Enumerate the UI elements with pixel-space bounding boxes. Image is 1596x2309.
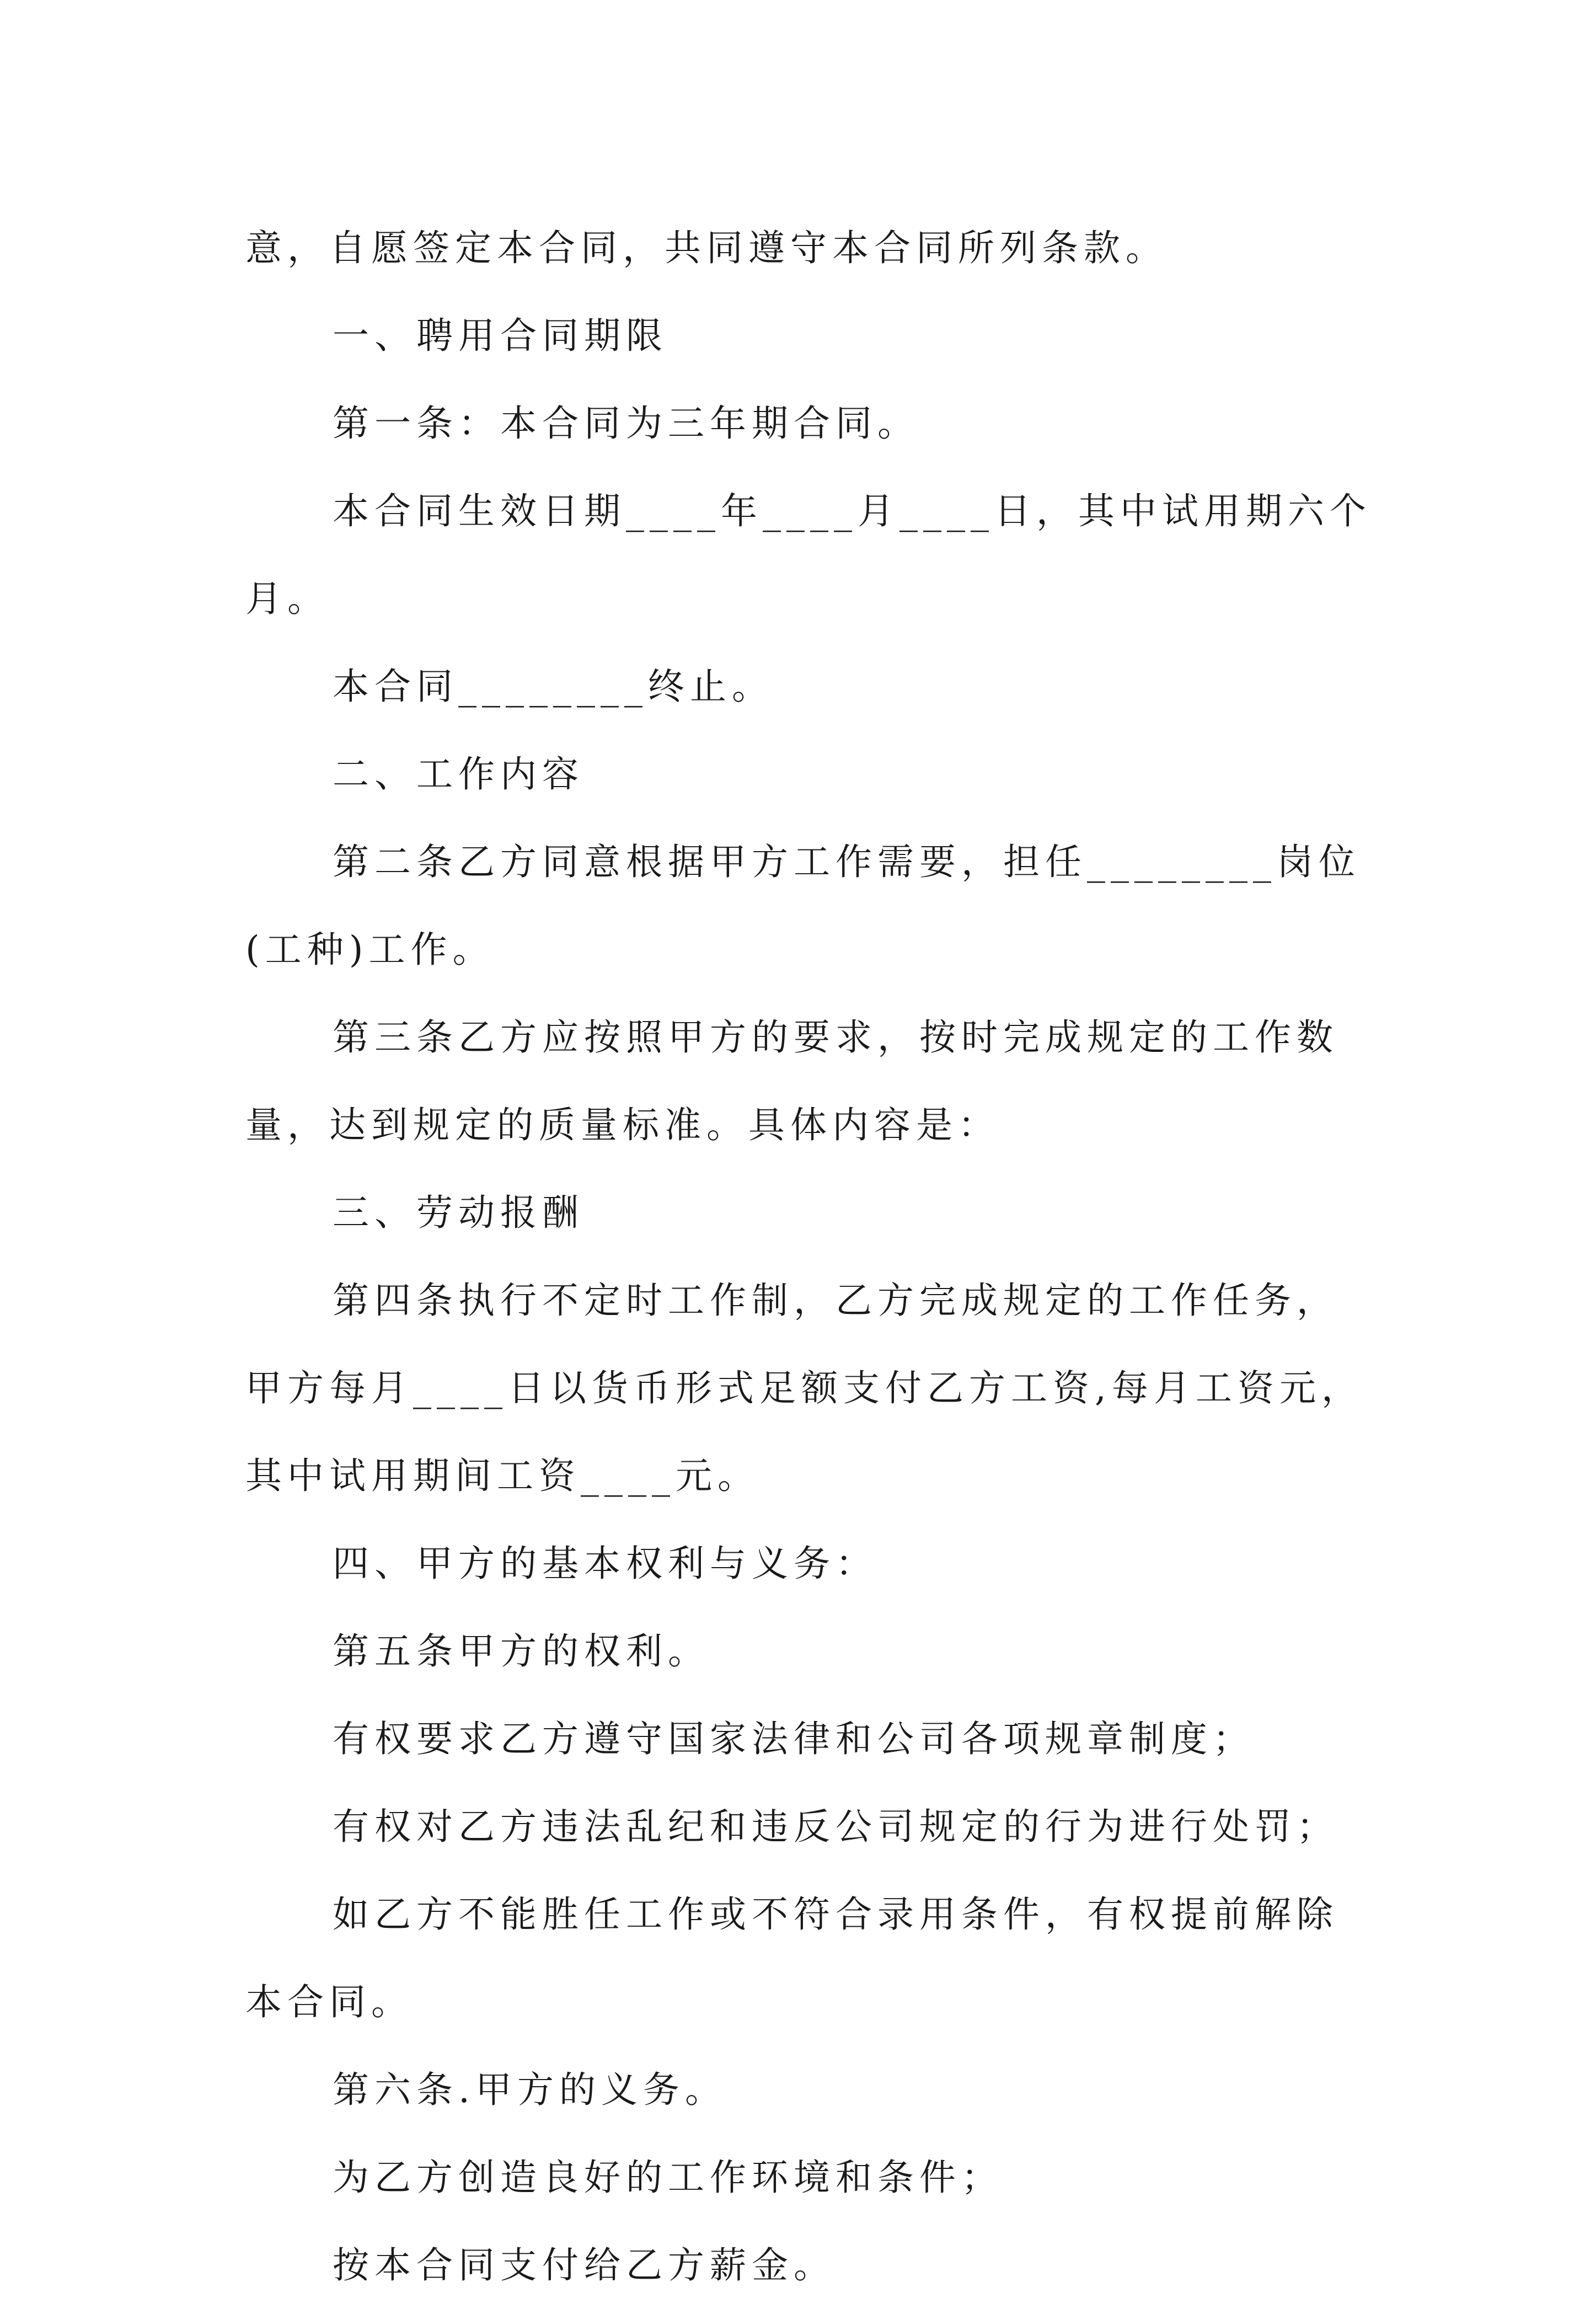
text-line: 量，达到规定的质量标准。具体内容是： [245, 1104, 1000, 1146]
text-line: 本合同________终止。 [333, 665, 774, 708]
section-heading: 二、工作内容 [333, 753, 584, 795]
section-heading: 四、甲方的基本权利与义务： [333, 1542, 877, 1585]
text-line: (工种)工作。 [245, 928, 495, 971]
text-line: 甲方每月____日以货币形式足额支付乙方工资,每月工资元， [245, 1367, 1363, 1409]
text-line: 按本合同支付给乙方薪金。 [333, 2244, 836, 2286]
text-line: 月。 [245, 578, 329, 620]
text-line: 为乙方创造良好的工作环境和条件； [333, 2156, 1003, 2199]
text-line: 本合同。 [245, 1981, 413, 2023]
text-line: 第四条执行不定时工作制，乙方完成规定的工作任务， [333, 1279, 1338, 1322]
text-line: 其中试用期间工资____元。 [245, 1455, 759, 1497]
text-line: 有权对乙方违法乱纪和违反公司规定的行为进行处罚； [333, 1805, 1338, 1848]
text-line: 第二条乙方同意根据甲方工作需要，担任________岗位 [333, 841, 1361, 883]
text-line: 有权要求乙方遵守国家法律和公司各项规章制度； [333, 1718, 1255, 1760]
text-line: 第六条.甲方的义务。 [333, 2069, 727, 2111]
section-heading: 三、劳动报酬 [333, 1191, 584, 1234]
text-line: 意，自愿签定本合同，共同遵守本合同所列条款。 [245, 227, 1167, 269]
section-heading: 一、聘用合同期限 [333, 314, 668, 357]
contract-body [245, 204, 1370, 2309]
text-line: 如乙方不能胜任工作或不符合录用条件，有权提前解除 [333, 1893, 1338, 1936]
text-line: 第一条：本合同为三年期合同。 [333, 402, 919, 445]
text-line: 第五条甲方的权利。 [333, 1630, 710, 1672]
text-line: 第三条乙方应按照甲方的要求，按时完成规定的工作数 [333, 1016, 1338, 1059]
text-line: 本合同生效日期____年____月____日，其中试用期六个 [333, 490, 1372, 532]
